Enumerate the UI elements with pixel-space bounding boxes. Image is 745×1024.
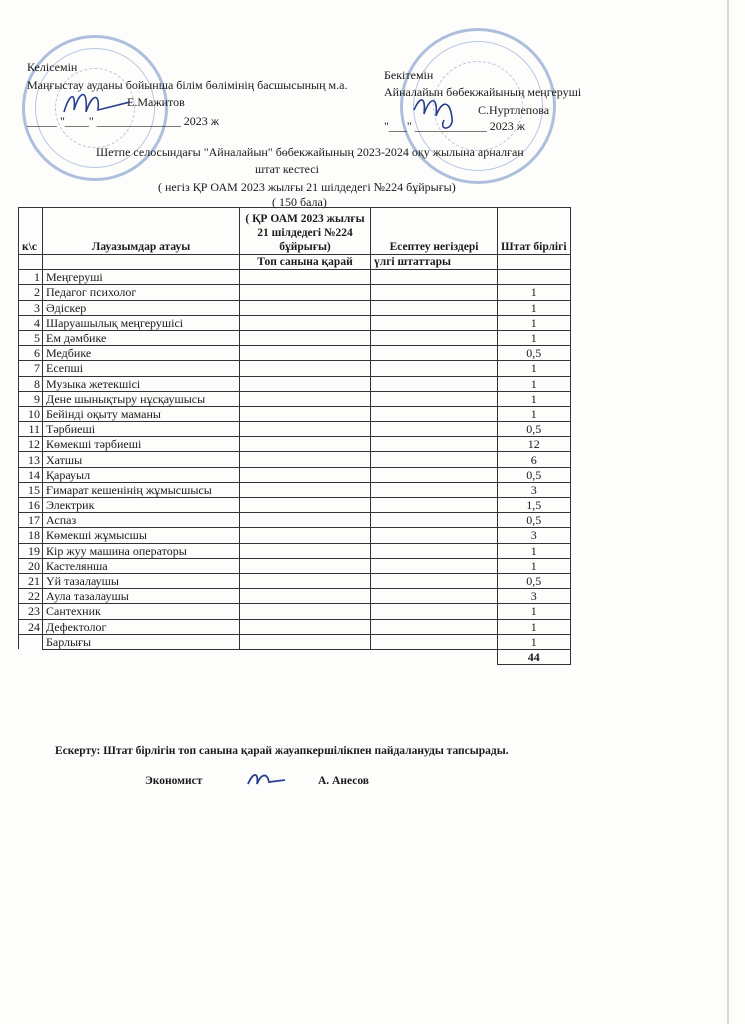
row-number: 13: [19, 452, 43, 467]
row-position: Аула тазалаушы: [43, 589, 240, 604]
row-group-basis: [240, 513, 371, 528]
row-group-basis: [240, 543, 371, 558]
table-row: [19, 467, 571, 482]
row-units: 1: [498, 604, 571, 619]
row-position: Хатшы: [43, 452, 240, 467]
table-row: [19, 528, 571, 543]
row-position: Медбике: [43, 346, 240, 361]
row-number: 18: [19, 528, 43, 543]
row-units: 1: [498, 315, 571, 330]
scan-edge-shadow: [727, 0, 729, 1024]
row-calc-basis: [371, 422, 498, 437]
row-number: 10: [19, 406, 43, 421]
table-row: [19, 376, 571, 391]
table-row: [19, 573, 571, 588]
row-number: 23: [19, 604, 43, 619]
row-calc-basis: [371, 330, 498, 345]
table-total-row: [19, 634, 571, 649]
table-row: [19, 452, 571, 467]
table-row: [19, 498, 571, 513]
row-group-basis: [240, 437, 371, 452]
row-position: Ғимарат кешенінің жұмысшысы: [43, 482, 240, 497]
table-row: [19, 589, 571, 604]
approval-left-date: _____ "____" ______________ 2023 ж: [27, 114, 220, 128]
row-number: 11: [19, 422, 43, 437]
row-group-basis: [240, 361, 371, 376]
row-position: Музыка жетекшісі: [43, 376, 240, 391]
row-position: Көмекші тәрбиеші: [43, 437, 240, 452]
row-group-basis: [240, 573, 371, 588]
row-position: Кастелянша: [43, 558, 240, 573]
row-calc-basis: [371, 452, 498, 467]
approval-right-position: Айналайын бөбекжайының меңгерушi: [384, 85, 582, 99]
row-calc-basis: [371, 391, 498, 406]
table-row: [19, 361, 571, 376]
row-calc-basis: [371, 285, 498, 300]
table-row: [19, 270, 571, 285]
table-row: [19, 285, 571, 300]
row-position: Ем дәмбике: [43, 330, 240, 345]
row-number: 21: [19, 573, 43, 588]
row-group-basis: [240, 482, 371, 497]
row-position: Шаруашылық меңгерушісі: [43, 315, 240, 330]
row-number: 20: [19, 558, 43, 573]
table-grand-total-row: [19, 649, 571, 664]
row-calc-basis: [371, 619, 498, 634]
row-group-basis: [240, 452, 371, 467]
row-calc-basis: [371, 300, 498, 315]
table-row: [19, 437, 571, 452]
row-number: 24: [19, 619, 43, 634]
table-row: [19, 482, 571, 497]
row-group-basis: [240, 346, 371, 361]
row-group-basis: [240, 589, 371, 604]
row-position: Сантехник: [43, 604, 240, 619]
approval-left-position: Маңғыстау ауданы бойынша білім бөлімінің басшысының м.а.: [27, 78, 348, 92]
row-number: 16: [19, 498, 43, 513]
document-title-line3: ( негіз ҚР ОАМ 2023 жылғы 21 шілдедегі №224 бұйрығы): [158, 180, 456, 194]
table-row: [19, 604, 571, 619]
row-group-basis: [240, 467, 371, 482]
header-group-basis: ( ҚР ОАМ 2023 жылғы 21 шілдедегі №224 бұйрығы): [240, 208, 371, 255]
signature-left: [60, 82, 140, 122]
row-group-basis: [240, 391, 371, 406]
row-group-basis: [240, 528, 371, 543]
row-calc-basis: [371, 498, 498, 513]
row-units: 3: [498, 528, 571, 543]
row-group-basis: [240, 330, 371, 345]
staff-schedule-table: [18, 207, 571, 665]
row-number: 5: [19, 330, 43, 345]
row-position: Педагог психолог: [43, 285, 240, 300]
row-calc-basis: [371, 528, 498, 543]
row-group-basis: [240, 300, 371, 315]
signature-right: [408, 90, 478, 135]
row-number: 22: [19, 589, 43, 604]
row-units: 1: [498, 543, 571, 558]
row-number: 4: [19, 315, 43, 330]
row-units: 0,5: [498, 346, 571, 361]
row-group-basis: [240, 498, 371, 513]
row-units: 0,5: [498, 513, 571, 528]
row-number: 17: [19, 513, 43, 528]
document-title-line4: ( 150 бала): [272, 195, 327, 209]
row-calc-basis: [371, 406, 498, 421]
row-number: 1: [19, 270, 43, 285]
row-number: 19: [19, 543, 43, 558]
row-number: 12: [19, 437, 43, 452]
table-row: [19, 619, 571, 634]
approval-right-date: "___" ____________ 2023 ж: [384, 119, 526, 133]
row-calc-basis: [371, 589, 498, 604]
row-calc-basis: [371, 604, 498, 619]
row-calc-basis: [371, 513, 498, 528]
row-units: 1,5: [498, 498, 571, 513]
table-row: [19, 315, 571, 330]
row-units: 1: [498, 558, 571, 573]
row-position: Қарауыл: [43, 467, 240, 482]
row-units: [498, 270, 571, 285]
approval-right-heading: Бекітемін: [384, 68, 434, 82]
row-group-basis: [240, 315, 371, 330]
approval-left-heading: Келісемін: [27, 60, 78, 74]
row-position: Аспаз: [43, 513, 240, 528]
table-row: [19, 346, 571, 361]
table-subheader-row: [19, 255, 571, 270]
header-no: к\с: [19, 208, 43, 255]
row-units: 1: [498, 361, 571, 376]
header-units: Штат бірлігі: [498, 208, 571, 255]
signature-economist: [245, 768, 291, 790]
total-units-upper: 1: [498, 634, 571, 649]
row-units: 1: [498, 406, 571, 421]
row-position: Тәрбиеші: [43, 422, 240, 437]
row-group-basis: [240, 604, 371, 619]
row-group-basis: [240, 406, 371, 421]
row-number: 8: [19, 376, 43, 391]
row-calc-basis: [371, 482, 498, 497]
table-row: [19, 330, 571, 345]
row-units: 1: [498, 376, 571, 391]
row-group-basis: [240, 619, 371, 634]
row-number: 6: [19, 346, 43, 361]
row-position: Бейінді оқыту маманы: [43, 406, 240, 421]
row-position: Көмекші жұмысшы: [43, 528, 240, 543]
row-position: Электрик: [43, 498, 240, 513]
row-position: Әдіскер: [43, 300, 240, 315]
row-units: 0,5: [498, 573, 571, 588]
row-group-basis: [240, 270, 371, 285]
row-calc-basis: [371, 315, 498, 330]
row-position: Кір жуу машина операторы: [43, 543, 240, 558]
row-number: 14: [19, 467, 43, 482]
row-units: 12: [498, 437, 571, 452]
row-calc-basis: [371, 346, 498, 361]
row-number: 7: [19, 361, 43, 376]
row-position: Дефектолог: [43, 619, 240, 634]
row-units: 0,5: [498, 422, 571, 437]
total-label: Барлығы: [43, 634, 240, 649]
row-calc-basis: [371, 361, 498, 376]
row-calc-basis: [371, 467, 498, 482]
document-title-line1: Шетпе селосындағы "Айналайын" бөбекжайының 2023-2024 оқу жылына арналған: [96, 145, 524, 159]
row-units: 1: [498, 300, 571, 315]
row-calc-basis: [371, 543, 498, 558]
table-row: [19, 543, 571, 558]
row-position: Дене шынықтыру нұсқаушысы: [43, 391, 240, 406]
row-number: 2: [19, 285, 43, 300]
row-units: 1: [498, 330, 571, 345]
row-calc-basis: [371, 270, 498, 285]
table-header-row: [19, 208, 571, 255]
row-number: 3: [19, 300, 43, 315]
row-units: 3: [498, 482, 571, 497]
row-units: 6: [498, 452, 571, 467]
approval-right-name: С.Нуртлепова: [478, 103, 550, 117]
row-units: 1: [498, 285, 571, 300]
row-group-basis: [240, 422, 371, 437]
row-calc-basis: [371, 437, 498, 452]
table-row: [19, 406, 571, 421]
header-position: Лауазымдар атауы: [43, 208, 240, 255]
row-position: Үй тазалаушы: [43, 573, 240, 588]
row-calc-basis: [371, 573, 498, 588]
subheader-norm: үлгі штаттары: [371, 255, 498, 270]
table-row: [19, 558, 571, 573]
row-number: 15: [19, 482, 43, 497]
header-calc-basis: Есептеу негіздері: [371, 208, 498, 255]
row-group-basis: [240, 285, 371, 300]
row-number: 9: [19, 391, 43, 406]
row-group-basis: [240, 558, 371, 573]
document-title-line2: штат кестесі: [255, 162, 319, 176]
table-row: [19, 422, 571, 437]
economist-label: Экономист: [145, 775, 203, 787]
row-calc-basis: [371, 558, 498, 573]
row-position: Есепші: [43, 361, 240, 376]
row-units: 1: [498, 391, 571, 406]
row-group-basis: [240, 376, 371, 391]
approval-left-name: Е.Мажитов: [127, 95, 185, 109]
table-row: [19, 300, 571, 315]
row-units: 3: [498, 589, 571, 604]
grand-total-units: 44: [498, 649, 571, 664]
row-calc-basis: [371, 376, 498, 391]
row-position: Меңгеруші: [43, 270, 240, 285]
economist-name: А. Анесов: [318, 775, 370, 787]
row-units: 1: [498, 619, 571, 634]
footnote: Ескерту: Штат бірлігін топ санына қарай жауапкершілікпен пайдалануды тапсырады.: [55, 745, 509, 757]
table-row: [19, 513, 571, 528]
subheader-group: Топ санына қарай: [240, 255, 371, 270]
row-units: 0,5: [498, 467, 571, 482]
table-row: [19, 391, 571, 406]
